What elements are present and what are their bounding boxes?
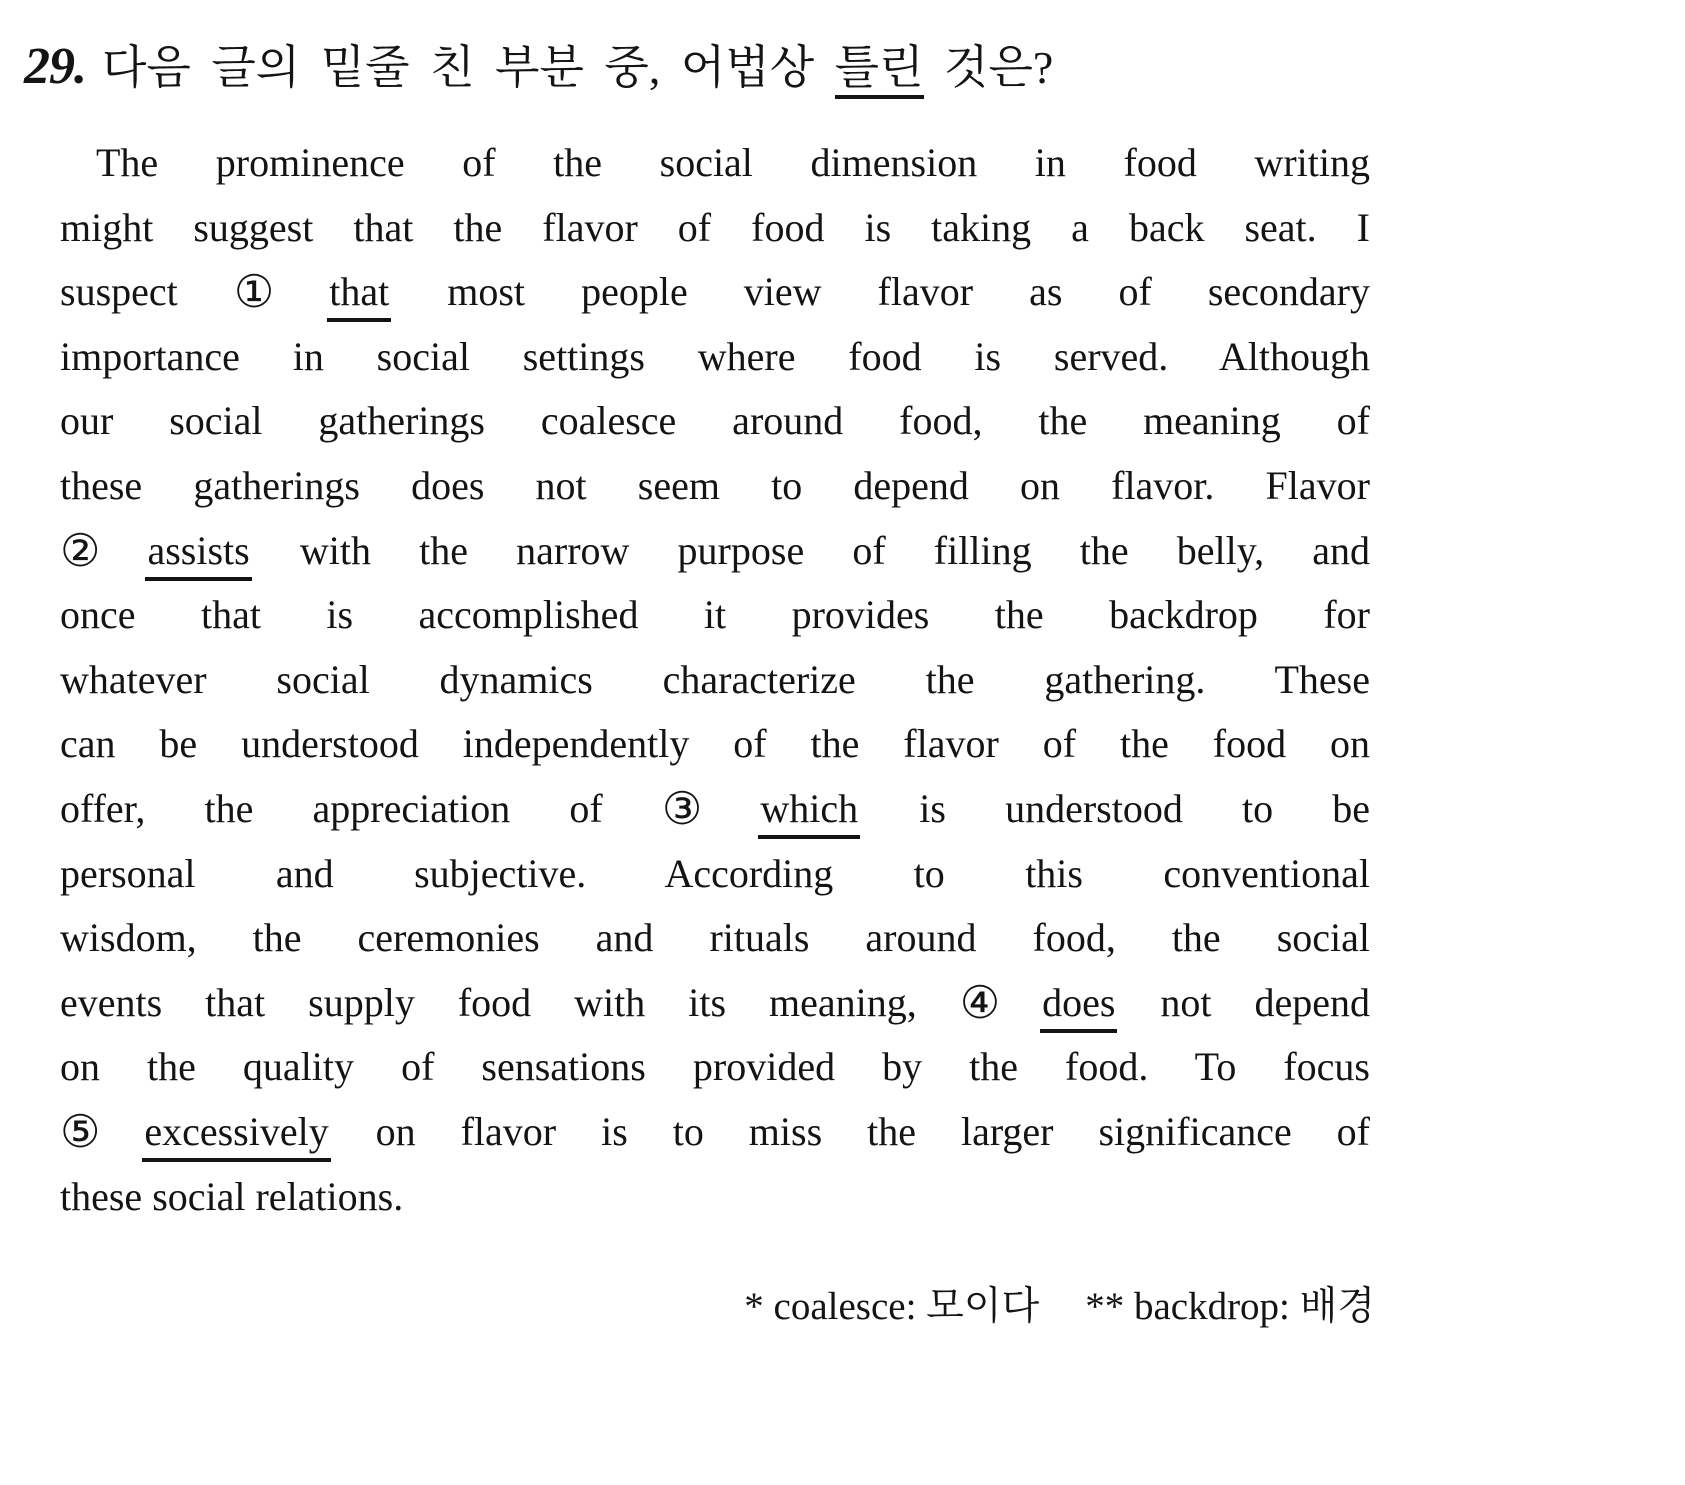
line-text: suspect: [60, 269, 234, 315]
line-text: offer, the appreciation of: [60, 785, 662, 831]
line-text: these gatherings does not seem to depend on flavor. Flavor: [60, 462, 1370, 508]
footnote-coalesce: * coalesce: 모이다: [744, 1285, 1040, 1329]
question-header: [24, 36, 1685, 99]
choice-2: [60, 523, 252, 577]
choice-2-marker: ②: [60, 523, 139, 577]
choice-1-marker: ①: [233, 265, 321, 319]
footnote-backdrop: ** backdrop: 배경: [1085, 1285, 1375, 1329]
passage-line-8: [60, 583, 1370, 648]
line-text: events that supply food with its meaning,: [60, 979, 960, 1025]
line-text: on flavor is to miss the larger significance of: [330, 1108, 1370, 1154]
prompt-text-before: 다음 글의 밑줄 친 부분 중, 어법상: [102, 42, 835, 93]
passage-line-4: [60, 325, 1370, 390]
passage-line-7: [60, 519, 1370, 584]
choice-5-marker: ⑤: [60, 1104, 136, 1158]
prompt-underlined-word: 틀린: [835, 42, 924, 99]
passage-line-12: [60, 842, 1370, 907]
passage-line-14: [60, 971, 1370, 1036]
line-text: importance in social settings where food is served. Although: [60, 333, 1370, 379]
line-text: our social gatherings coalesce around food, the meaning of: [60, 398, 1370, 444]
prompt-text-after: 것은?: [923, 42, 1054, 93]
choice-5: [60, 1104, 331, 1158]
line-text: wisdom, the ceremonies and rituals around food, the social: [60, 915, 1370, 961]
choice-4: [959, 975, 1118, 1029]
line-text: The prominence of the social dimension in food writing: [96, 140, 1370, 185]
passage-line-5: [60, 389, 1370, 454]
question-prompt: [102, 42, 1053, 99]
line-text: most people view flavor as of secondary: [391, 269, 1370, 315]
passage-line-11: [60, 777, 1370, 842]
choice-3-marker: ③: [661, 781, 752, 835]
passage-line-1: [60, 131, 1370, 196]
passage-line-17: [60, 1165, 1370, 1230]
line-text: these social relations.: [60, 1173, 404, 1219]
passage-line-2: [60, 196, 1370, 261]
line-text: whatever social dynamics characterize the gathering. These: [60, 656, 1370, 702]
exam-page: [0, 36, 1685, 1485]
line-text: once that is accomplished it provides the backdrop for: [60, 592, 1370, 638]
choice-1: [233, 265, 391, 319]
choice-4-marker: ④: [959, 975, 1034, 1029]
choice-1-word: that: [327, 269, 391, 322]
line-text: can be understood independently of the flavor of the food on: [60, 721, 1370, 767]
line-text: with the narrow purpose of filling the belly, and: [251, 527, 1370, 573]
passage-line-15: [60, 1035, 1370, 1100]
choice-4-word: does: [1040, 980, 1117, 1033]
line-text: might suggest that the flavor of food is taking a back seat. I: [60, 204, 1370, 250]
passage: [60, 131, 1370, 1229]
footnote: [60, 1281, 1375, 1333]
choice-2-word: assists: [145, 528, 251, 581]
passage-line-16: [60, 1100, 1370, 1165]
choice-5-word: excessively: [142, 1109, 330, 1162]
line-text: personal and subjective. According to this conventional: [60, 850, 1370, 896]
passage-line-3: [60, 260, 1370, 325]
passage-line-6: [60, 454, 1370, 519]
line-text: is understood to be: [860, 785, 1370, 831]
passage-line-9: [60, 648, 1370, 713]
passage-line-10: [60, 712, 1370, 777]
choice-3-word: which: [758, 786, 860, 839]
line-text: not depend: [1117, 979, 1371, 1025]
line-text: on the quality of sensations provided by the food. To focus: [60, 1044, 1370, 1090]
passage-line-13: [60, 906, 1370, 971]
question-number: 29.: [24, 38, 86, 95]
choice-3: [661, 781, 860, 835]
